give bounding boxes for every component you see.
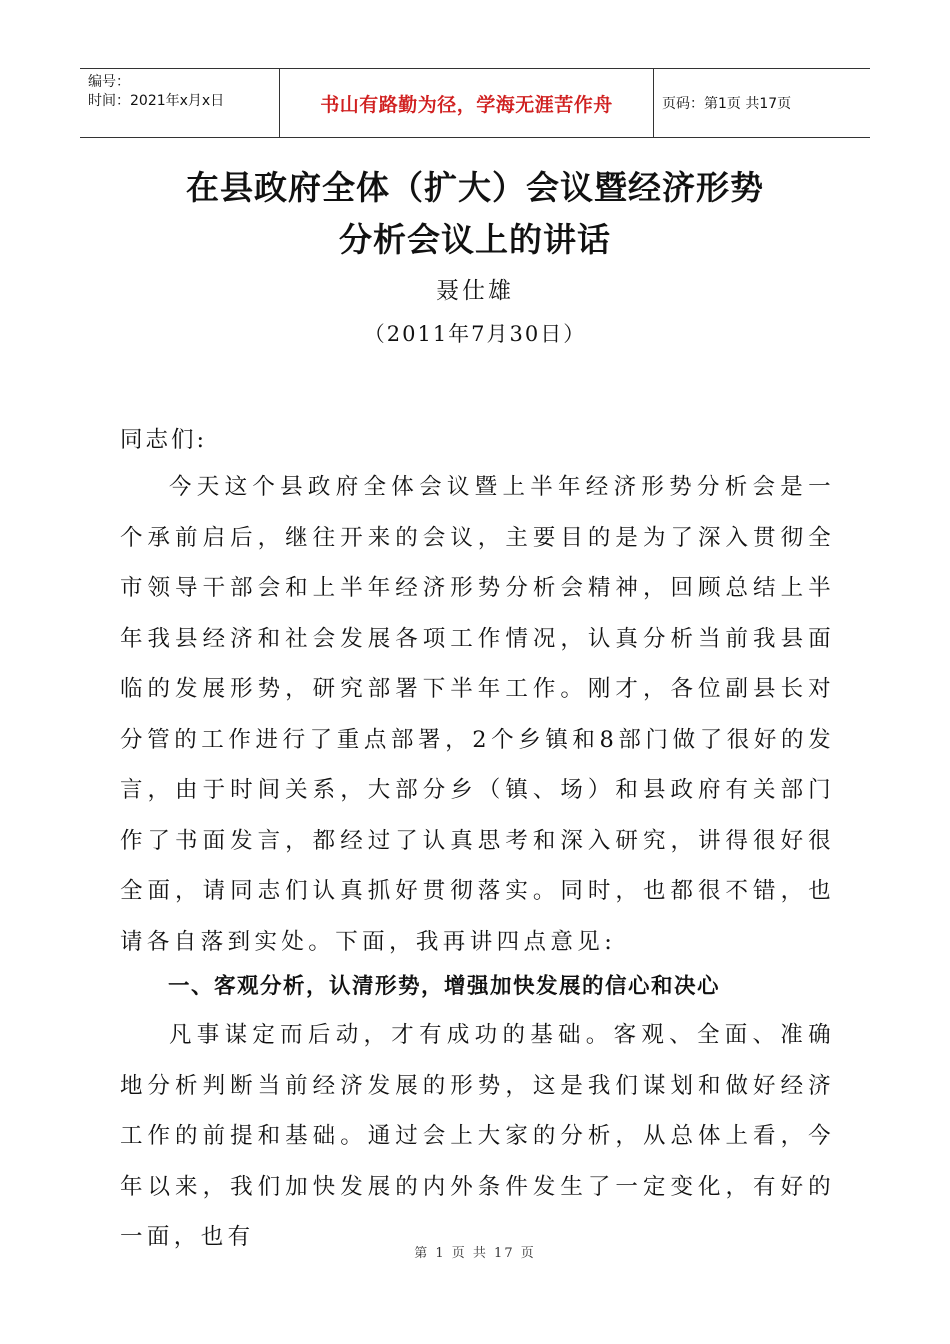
header-motto: 书山有路勤为径，学海无涯苦作舟 [280,69,654,137]
paragraph-2: 凡事谋定而后动，才有成功的基础。客观、全面、准确地分析判断当前经济发展的形势，这是我们谋划和做好经济工作的前提和基础。通过会上大家的分析，从总体上看，今年以来，我们加快发展的内外条件发生了一定变化，有好的一面，也有 [120,1022,835,1250]
page-footer: 第 1 页 共 17 页 [414,1246,536,1261]
time-label: 时间：2021年x月x日 [88,93,225,109]
document-date: （2011年7月30日） [363,322,587,346]
document-title-line1: 在县政府全体（扩大）会议暨经济形势 [186,168,764,207]
number-label: 编号： [88,74,130,90]
greeting: 同志们: [120,427,208,453]
document-author: 聂仕雄 [436,278,514,304]
header-meta-cell [80,69,280,137]
section-1-heading: 一、客观分析，认清形势，增强加快发展的信心和决心 [168,974,721,999]
document-title-line2: 分析会议上的讲话 [339,220,611,259]
header-page-info: 页码：第1页 共17页 [662,96,792,112]
header-table [80,68,870,138]
paragraph-1: 今天这个县政府全体会议暨上半年经济形势分析会是一个承前启后，继往开来的会议，主要目的是为了深入贯彻全市领导干部会和上半年经济形势分析会精神，回顾总结上半年我县经济和社会发展各项工作情况，认真分析当前我县面临的发展形势，研究部署下半年工作。刚才，各位副县长对分管的工作进行了重点部署，2个乡镇和8部门做了很好的发言，由于时间关系，大部分乡（镇、场）和县政府有关部门作了书面发言，都经过了认真思考和深入研究，讲得很好很全面，请同志们认真抓好贯彻落实。同时，也都很不错，也请各自落到实处。下面，我再讲四点意见: [120,474,835,955]
